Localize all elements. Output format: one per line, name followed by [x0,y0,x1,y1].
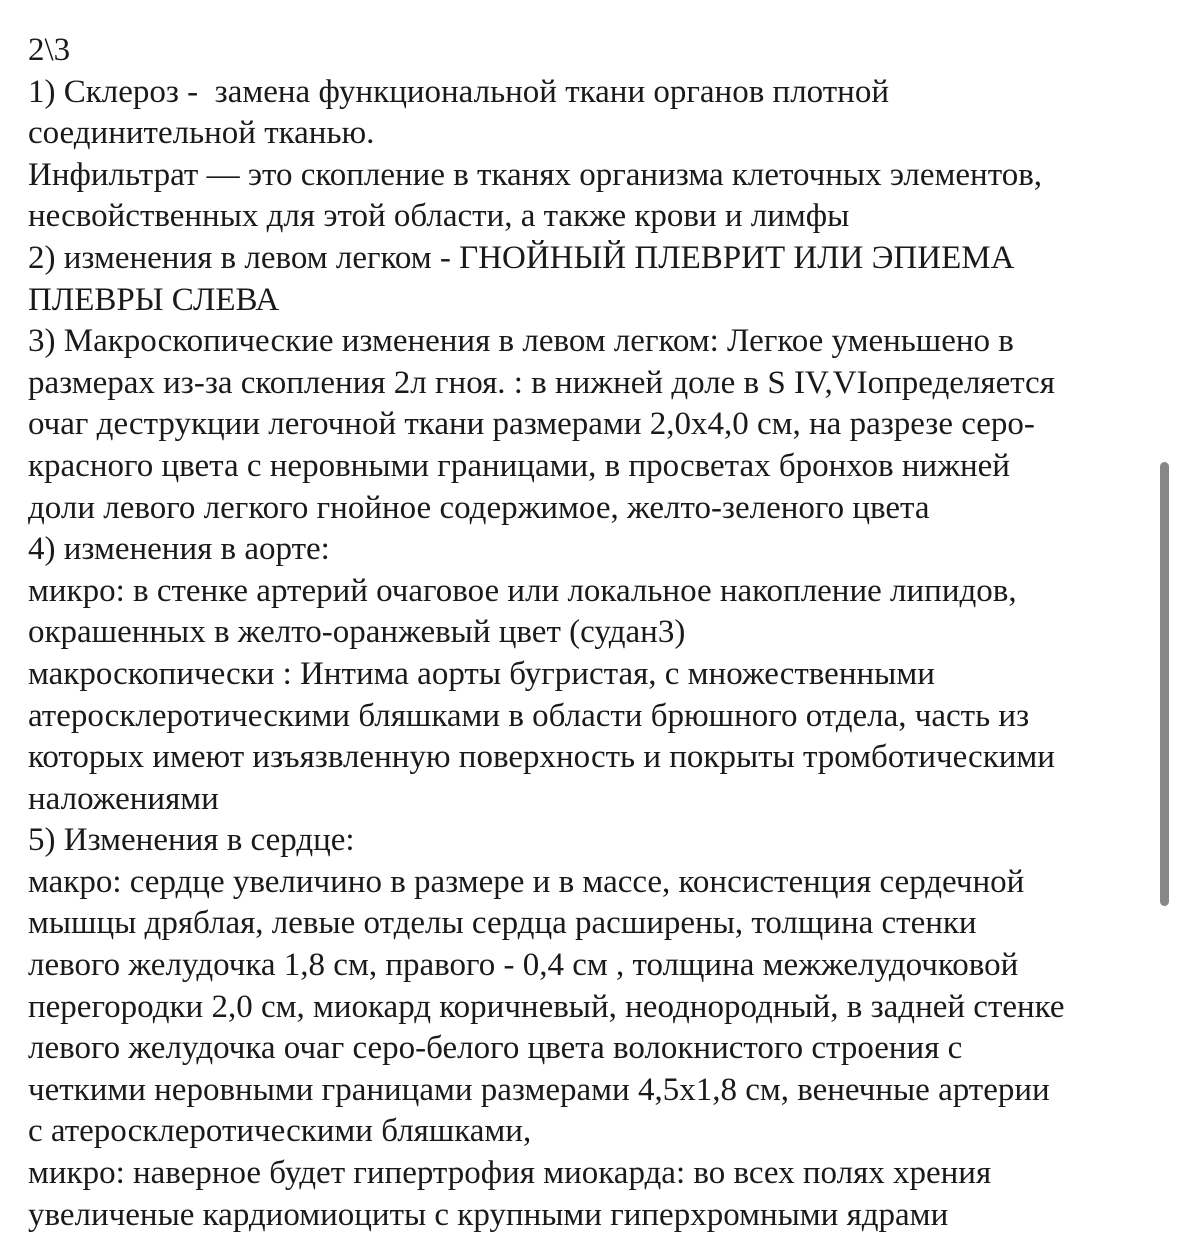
text-line: перегородки 2,0 см, миокард коричневый, неоднородный, в задней стенке [28,988,1065,1025]
text-line: 3) Макроскопические изменения в левом легком: Легкое уменьшено в [28,323,1014,360]
text-line: 1) Склероз - замена функциональной ткани органов плотной [28,73,889,110]
scrollbar-thumb[interactable] [1160,462,1169,906]
text-line: 2) изменения в левом легком - ГНОЙНЫЙ ПЛЕВРИТ ИЛИ ЭПИЕМА [28,239,1015,276]
text-line: левого желудочка 1,8 см, правого - 0,4 см , толщина межжелудочковой [28,947,1019,984]
text-line: 5) Изменения в сердце: [28,822,355,859]
text-line: очаг деструкции легочной ткани размерами 2,0х4,0 см, на разрезе серо- [28,406,1035,443]
text-line: микро: наверное будет гипертрофия миокарда: во всех полях хрения [28,1155,992,1192]
text-line: микро: в стенке артерий очаговое или локальное накопление липидов, [28,572,1017,609]
text-line: 2\3 [28,32,71,68]
text-line: левого желудочка очаг серо-белого цвета волокнистого строения с [28,1030,963,1067]
text-line: мышцы дряблая, левые отделы сердца расширены, толщина стенки [28,905,977,942]
text-line: Инфильтрат — это скопление в тканях организма клеточных элементов, [28,156,1043,193]
text-line: окрашенных в желто-оранжевый цвет (судан3) [28,614,686,651]
text-line: размерах из-за скопления 2л гноя. : в нижней доле в S IV,VIопределяется [28,364,1055,401]
text-line: доли левого легкого гнойное содержимое, желто-зеленого цвета [28,489,930,526]
text-line: увеличеные кардиомиоциты с крупными гиперхромными ядрами [28,1196,949,1233]
text-line: которых имеют изъязвленную поверхность и покрыты тромботическими [28,739,1055,776]
vertical-scrollbar[interactable] [1160,462,1169,906]
text-line: красного цвета с неровными границами, в просветах бронхов нижней [28,447,1010,484]
text-line: несвойственных для этой области, а также крови и лимфы [28,198,850,235]
text-line: макро: сердце увеличино в размере и в массе, консистенция сердечной [28,863,1025,900]
text-line: атеросклеротическими бляшками в области брюшного отдела, часть из [28,697,1030,734]
text-line: с атеросклеротическими бляшками, [28,1113,532,1150]
text-line: наложениями [28,780,219,817]
document-text [28,30,1158,1236]
text-line: макроскопически : Интима аорты бугристая, с множественными [28,655,935,692]
text-line: соединительной тканью. [28,115,375,152]
text-line: ПЛЕВРЫ СЛЕВА [28,281,280,318]
text-line: 4) изменения в аорте: [28,531,330,568]
text-line: четкими неровными границами размерами 4,5х1,8 см, венечные артерии [28,1071,1050,1108]
